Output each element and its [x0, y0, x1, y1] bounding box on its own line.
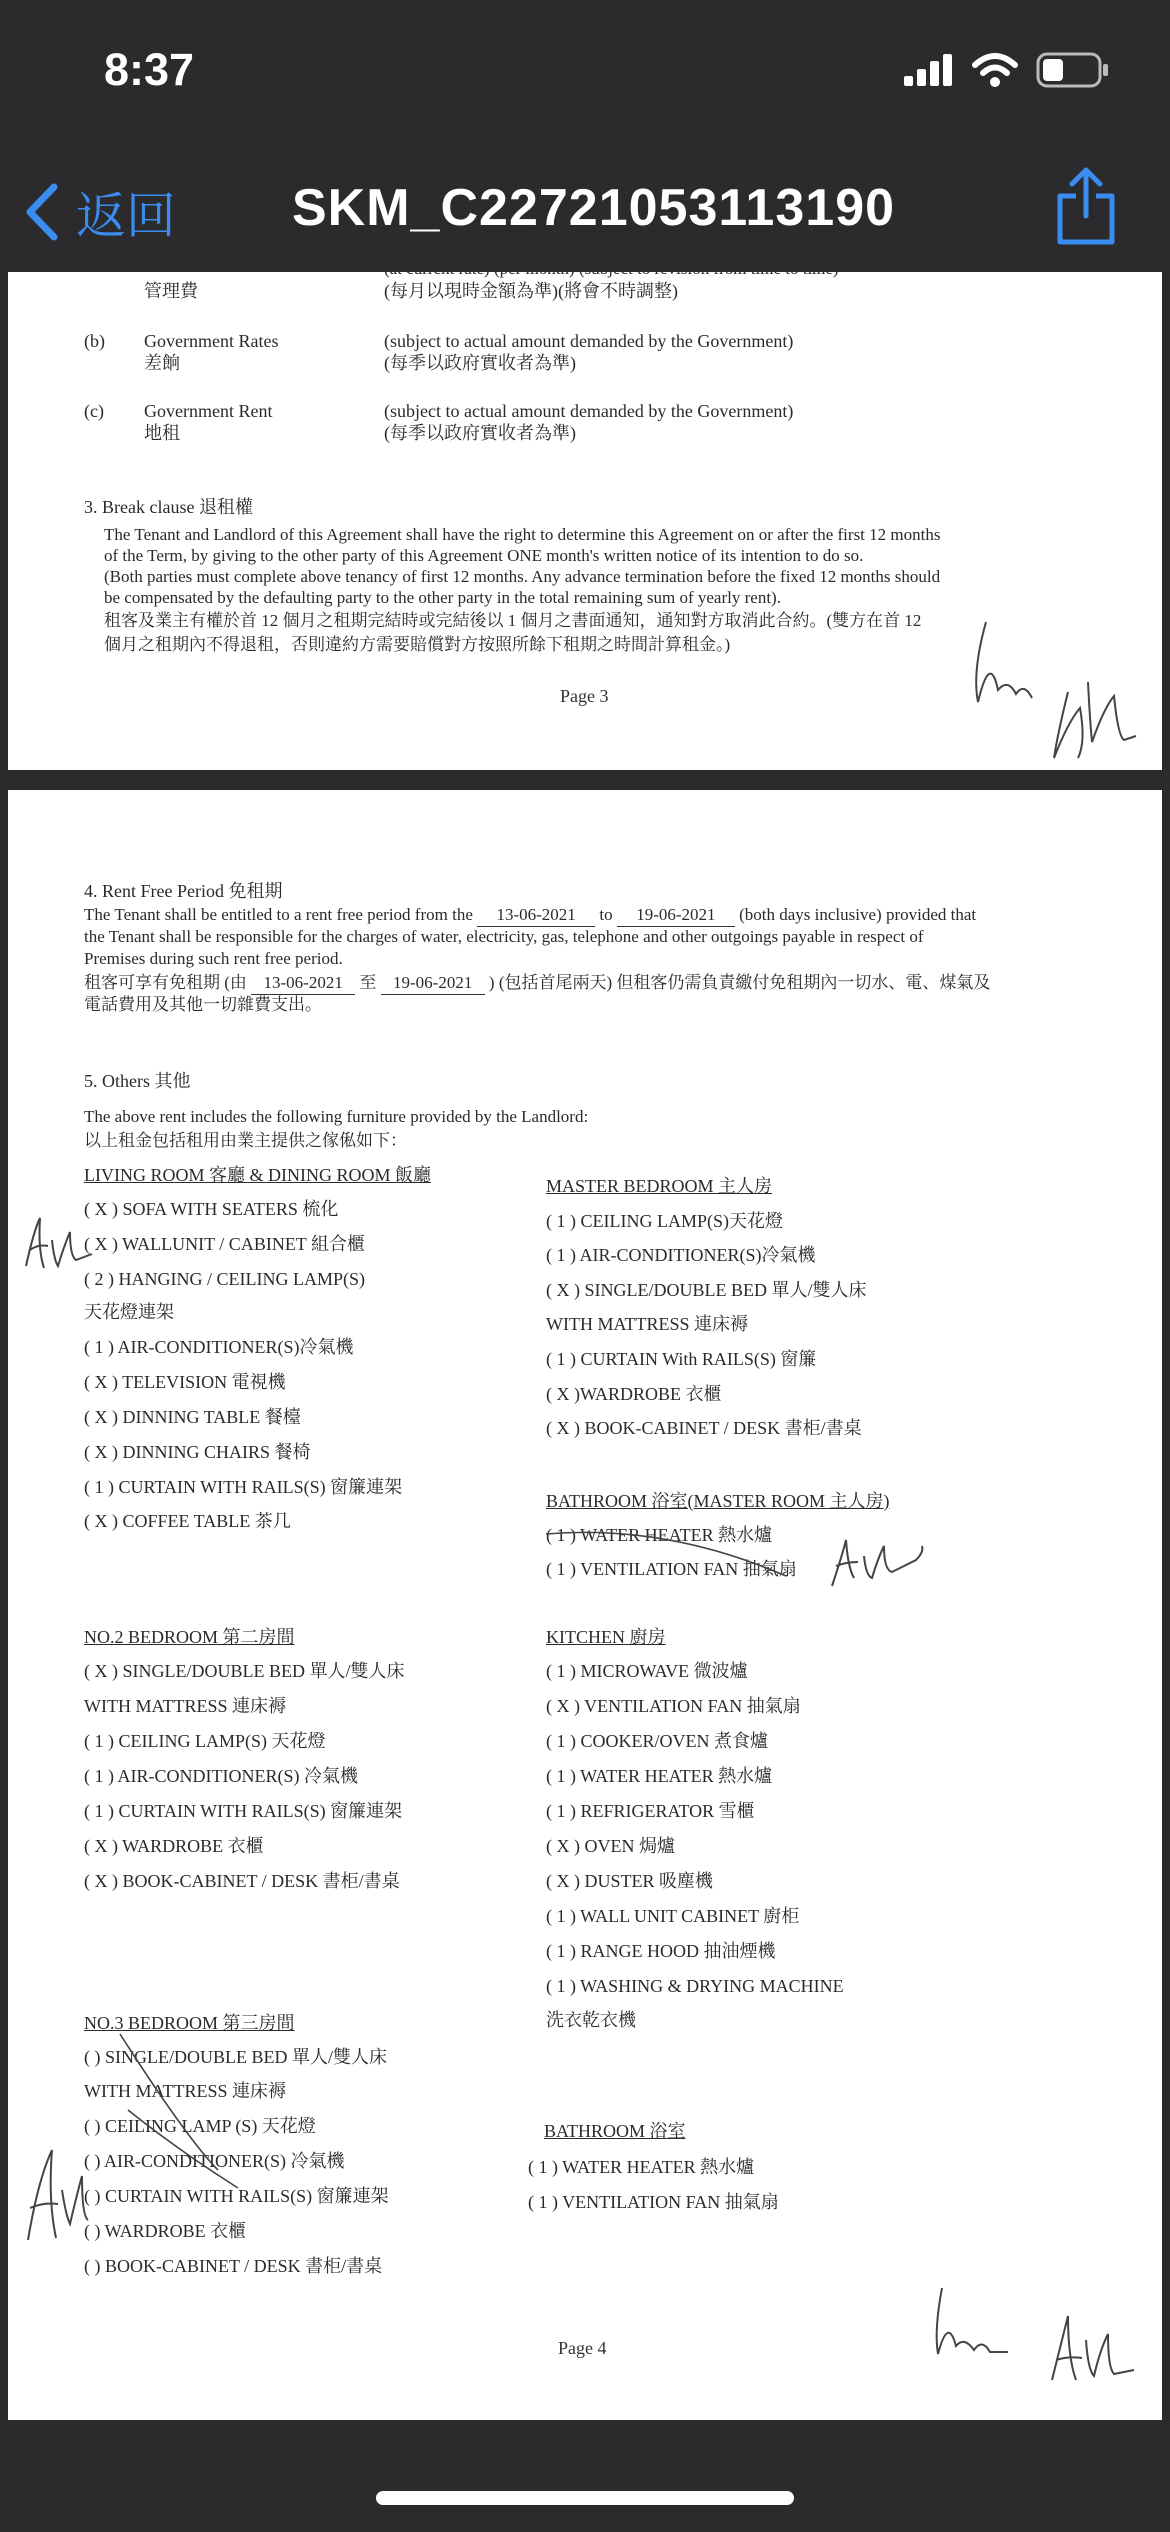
page-number: Page 3 [560, 686, 609, 706]
furniture-item: ( 1 ) COOKER/OVEN 煮食爐 [546, 1731, 768, 1751]
furniture-item: ( X ) OVEN 焗爐 [546, 1836, 675, 1856]
cellular-signal-icon [904, 54, 954, 86]
item-c-title-zh: 地租 [144, 423, 180, 443]
furniture-item: ( 1 ) RANGE HOOD 抽油煙機 [546, 1941, 776, 1961]
furniture-item: WITH MATTRESS 連床褥 [84, 1696, 286, 1716]
item-c-note: (subject to actual amount demanded by the Government) [384, 401, 794, 421]
item-c-label: (c) [84, 401, 104, 421]
furniture-item: ( X ) BOOK-CABINET / DESK 書柜/書桌 [546, 1418, 862, 1438]
others-line-zh: 以上租金包括租用由業主提供之傢俬如下： [84, 1131, 407, 1150]
rent-free-line-zh: 電話費用及其他一切雜費支出。 [84, 995, 322, 1014]
bathroom-heading: BATHROOM 浴室 [544, 2121, 686, 2141]
furniture-item: ( X ) DINNING TABLE 餐檯 [84, 1407, 301, 1427]
rent-free-line-zh [84, 972, 990, 995]
rent-free-from-date: 13-06-2021 [251, 972, 355, 995]
battery-icon [1036, 52, 1110, 88]
furniture-item: ( ) BOOK-CABINET / DESK 書柜/書桌 [84, 2256, 383, 2276]
back-label: 返回 [76, 187, 176, 245]
bedroom-3-heading: NO.3 BEDROOM 第三房間 [84, 2013, 295, 2033]
furniture-item: ( ) WARDROBE 衣櫃 [84, 2221, 247, 2241]
rent-free-zh-text: 租客可享有免租期 (由 [84, 973, 247, 992]
bedroom-2-heading: NO.2 BEDROOM 第二房間 [84, 1627, 295, 1647]
break-clause-line: of the Term, by giving to the other party of this Agreement ONE month's written notice of its intention to do so. [104, 546, 864, 565]
document-page-4[interactable] [8, 790, 1162, 2420]
living-room-heading: LIVING ROOM 客廳 & DINING ROOM 飯廳 [84, 1165, 431, 1185]
break-clause-line: The Tenant and Landlord of this Agreement shall have the right to determine this Agreement on or after the first 12 months [104, 525, 941, 544]
furniture-item: ( 1 ) CEILING LAMP(S)天花燈 [546, 1211, 783, 1231]
item-b-note-zh: (每季以政府實收者為準) [384, 353, 576, 373]
home-indicator[interactable] [376, 2491, 794, 2505]
furniture-item: ( X ) DUSTER 吸塵機 [546, 1871, 713, 1891]
kitchen-heading: KITCHEN 廚房 [546, 1627, 666, 1647]
item-b-title: Government Rates [144, 331, 279, 351]
furniture-item: WITH MATTRESS 連床褥 [546, 1314, 748, 1334]
master-bathroom-heading: BATHROOM 浴室(MASTER ROOM 主人房) [546, 1491, 890, 1511]
item-c-note-zh: (每季以政府實收者為準) [384, 423, 576, 443]
status-time: 8:37 [104, 44, 195, 95]
rent-free-from-date: 13-06-2021 [477, 904, 595, 927]
furniture-item: 天花燈連架 [84, 1302, 174, 1322]
others-line: The above rent includes the following furniture provided by the Landlord: [84, 1107, 589, 1126]
break-clause-line-zh: 租客及業主有權於首 12 個月之租期完結時或完結後以 1 個月之書面通知，通知對方取消此合約。(雙方在首 12 [104, 611, 922, 630]
signature-initials [928, 2280, 1148, 2400]
item-b-note: (subject to actual amount demanded by the Government) [384, 331, 794, 351]
furniture-item: ( X ) BOOK-CABINET / DESK 書柜/書桌 [84, 1871, 400, 1891]
furniture-item: ( 1 ) CEILING LAMP(S) 天花燈 [84, 1731, 326, 1751]
strike-mark [8, 2020, 268, 2280]
share-icon [1054, 166, 1118, 246]
furniture-item: ( 1 ) VENTILATION FAN 抽氣扇 [546, 1559, 797, 1579]
mgmt-fee-label: 管理費 [144, 281, 198, 301]
furniture-item: ( X ) VENTILATION FAN 抽氣扇 [546, 1696, 801, 1716]
item-c-title: Government Rent [144, 401, 273, 421]
rent-free-line: the Tenant shall be responsible for the charges of water, electricity, gas, telephone and other outgoings payable in respect of [84, 927, 924, 946]
status-bar [0, 0, 1170, 150]
page-number: Page 4 [558, 2338, 607, 2358]
furniture-item: ( X ) WALLUNIT / CABINET 組合櫃 [84, 1234, 365, 1254]
share-button[interactable] [1054, 166, 1118, 251]
furniture-item: ( 1 ) CURTAIN WITH RAILS(S) 窗簾連架 [84, 1801, 403, 1821]
document-page-3[interactable] [8, 259, 1162, 770]
furniture-item: ( 1 ) CURTAIN With RAILS(S) 窗簾 [546, 1349, 817, 1369]
furniture-item: ( X ) WARDROBE 衣櫃 [84, 1836, 264, 1856]
rent-free-text: (both days inclusive) provided that [739, 905, 977, 924]
furniture-item: ( ) SINGLE/DOUBLE BED 單人/雙人床 [84, 2047, 387, 2067]
signature-initials [968, 612, 1148, 762]
furniture-item: ( X ) TELEVISION 電視機 [84, 1372, 286, 1392]
furniture-item: ( ) CEILING LAMP (S) 天花燈 [84, 2116, 316, 2136]
furniture-item: ( 1 ) VENTILATION FAN 抽氣扇 [528, 2192, 779, 2212]
mgmt-note-top: (at current rate) (per month) (subject to revision from time to time) [384, 259, 839, 278]
furniture-item: WITH MATTRESS 連床褥 [84, 2081, 286, 2101]
furniture-item: ( 1 ) WASHING & DRYING MACHINE [546, 1976, 844, 1996]
mgmt-fee-note: (每月以現時金額為準)(將會不時調整) [384, 281, 678, 301]
furniture-item: ( 1 ) CURTAIN WITH RAILS(S) 窗簾連架 [84, 1477, 403, 1497]
rent-free-line [84, 904, 976, 927]
status-icons [904, 52, 1110, 88]
rent-free-to-date: 19-06-2021 [617, 904, 735, 927]
wifi-icon [972, 53, 1018, 87]
furniture-item: ( 1 ) WALL UNIT CABINET 廚柜 [546, 1906, 800, 1926]
nav-bar [0, 150, 1170, 272]
furniture-item: ( 1 ) MICROWAVE 微波爐 [546, 1661, 748, 1681]
margin-initials [8, 1210, 98, 1280]
rent-free-to-word: to [599, 905, 613, 924]
others-heading: 5. Others 其他 [84, 1071, 191, 1091]
furniture-item: ( X ) DINNING CHAIRS 餐椅 [84, 1442, 311, 1462]
break-clause-heading: 3. Break clause 退租權 [84, 497, 253, 517]
furniture-item: ( 1 ) AIR-CONDITIONER(S)冷氣機 [84, 1337, 354, 1357]
rent-free-heading: 4. Rent Free Period 免租期 [84, 881, 283, 901]
back-button[interactable] [24, 176, 176, 248]
furniture-item: ( X ) COFFEE TABLE 茶几 [84, 1511, 291, 1531]
break-clause-line: (Both parties must complete above tenancy of first 12 months. Any advance termination before the fixed 12 months should [104, 567, 941, 586]
furniture-item: ( 1 ) WATER HEATER 熱水爐 [528, 2157, 755, 2177]
furniture-item: ( 1 ) REFRIGERATOR 雪櫃 [546, 1801, 755, 1821]
item-b-title-zh: 差餉 [144, 353, 180, 373]
furniture-item: ( 1 ) WATER HEATER 熱水爐 [546, 1525, 773, 1545]
rent-free-text: The Tenant shall be entitled to a rent free period from the [84, 905, 473, 924]
furniture-item: ( 1 ) AIR-CONDITIONER(S) 冷氣機 [84, 1766, 358, 1786]
rent-free-to-date: 19-06-2021 [381, 972, 485, 995]
furniture-item: ( 1 ) WATER HEATER 熱水爐 [546, 1766, 773, 1786]
furniture-item: ( X ) SINGLE/DOUBLE BED 單人/雙人床 [84, 1661, 405, 1681]
furniture-item: ( 1 ) AIR-CONDITIONER(S)冷氣機 [546, 1245, 816, 1265]
break-clause-line-zh: 個月之租期內不得退租，否則違約方需要賠償對方按照所餘下租期之時間計算租金。) [104, 635, 731, 654]
rent-free-line: Premises during such rent free period. [84, 949, 343, 968]
master-bedroom-heading: MASTER BEDROOM 主人房 [546, 1176, 773, 1196]
furniture-item: ( ) CURTAIN WITH RAILS(S) 窗簾連架 [84, 2186, 389, 2206]
furniture-item: ( ) AIR-CONDITIONER(S) 冷氣機 [84, 2151, 345, 2171]
furniture-item: ( 2 ) HANGING / CEILING LAMP(S) [84, 1269, 365, 1289]
furniture-item: 洗衣乾衣機 [546, 2010, 636, 2030]
document-title: SKM_C22721053113190 [292, 179, 896, 237]
furniture-item: ( X ) SOFA WITH SEATERS 梳化 [84, 1199, 339, 1219]
rent-free-zh-text: ) (包括首尾兩天) 但租客仍需負責繳付免租期內一切水、電、煤氣及 [488, 973, 991, 992]
furniture-item: ( X ) SINGLE/DOUBLE BED 單人/雙人床 [546, 1280, 867, 1300]
furniture-item: ( X )WARDROBE 衣櫃 [546, 1384, 722, 1404]
item-b-label: (b) [84, 331, 105, 351]
break-clause-line: be compensated by the defaulting party to the other party in the total remaining sum of yearly rent). [104, 588, 781, 607]
rent-free-zh-text: 至 [359, 973, 377, 992]
chevron-left-icon [24, 183, 60, 241]
strike-mark [546, 1516, 966, 1596]
